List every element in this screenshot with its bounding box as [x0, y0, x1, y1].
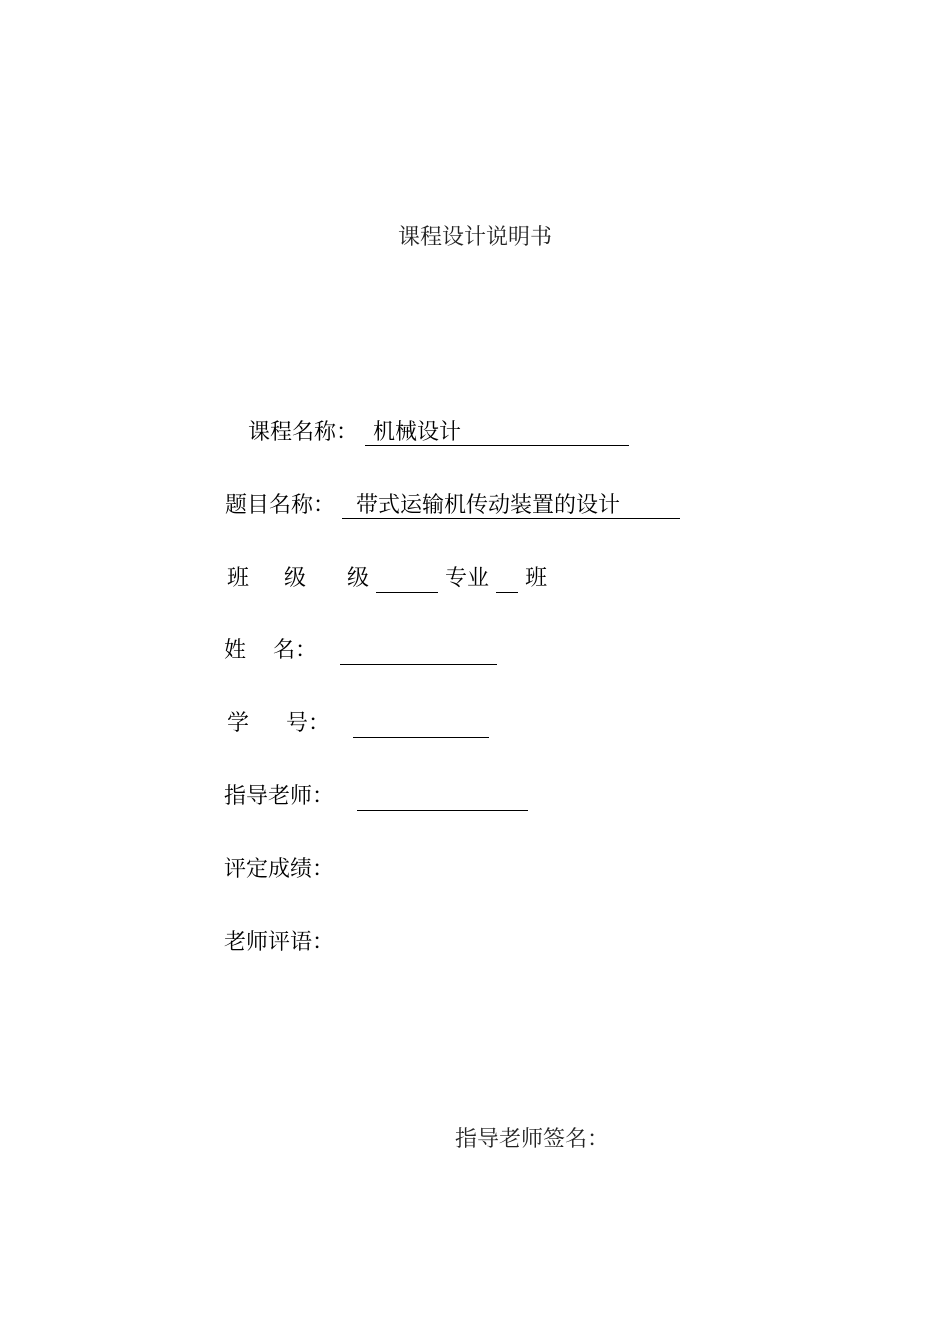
class-label-2: 级: [284, 566, 307, 591]
advisor-signature-label: 指导老师签名：: [455, 1127, 610, 1152]
course-name-label: 课程名称：: [248, 420, 359, 445]
course-name-value: [365, 418, 629, 446]
comments-label: 老师评语：: [224, 930, 335, 955]
topic-name-label: 题目名称：: [225, 493, 336, 518]
name-label-1: 姓: [224, 638, 247, 663]
topic-name-text: 带式运输机传动装置的设计: [356, 493, 621, 518]
grade-label: 评定成绩：: [224, 857, 335, 882]
topic-name-field: [225, 491, 680, 521]
name-blank: [340, 636, 497, 665]
class-major-text: 专业: [445, 566, 490, 591]
course-name-field: [248, 418, 629, 448]
class-grade-blank: [376, 564, 438, 593]
student-id-field: [227, 709, 489, 739]
comments-field: [224, 928, 334, 958]
grade-field: [224, 855, 334, 885]
class-field: [227, 564, 547, 594]
topic-name-value: [342, 491, 680, 519]
class-number-blank: [496, 564, 518, 593]
advisor-label: 指导老师：: [224, 784, 335, 809]
student-id-label-2: 号：: [286, 711, 331, 736]
name-label-2: 名：: [273, 638, 318, 663]
advisor-blank: [357, 782, 528, 811]
name-field: [224, 636, 497, 666]
student-id-blank: [353, 709, 489, 738]
course-name-text: 机械设计: [373, 420, 462, 445]
class-label-1: 班: [227, 566, 250, 591]
class-suffix-text: 班: [525, 566, 548, 591]
advisor-field: [224, 782, 528, 812]
class-grade-text: 级: [347, 566, 370, 591]
document-title: 课程设计说明书: [397, 225, 552, 250]
student-id-label-1: 学: [227, 711, 250, 736]
